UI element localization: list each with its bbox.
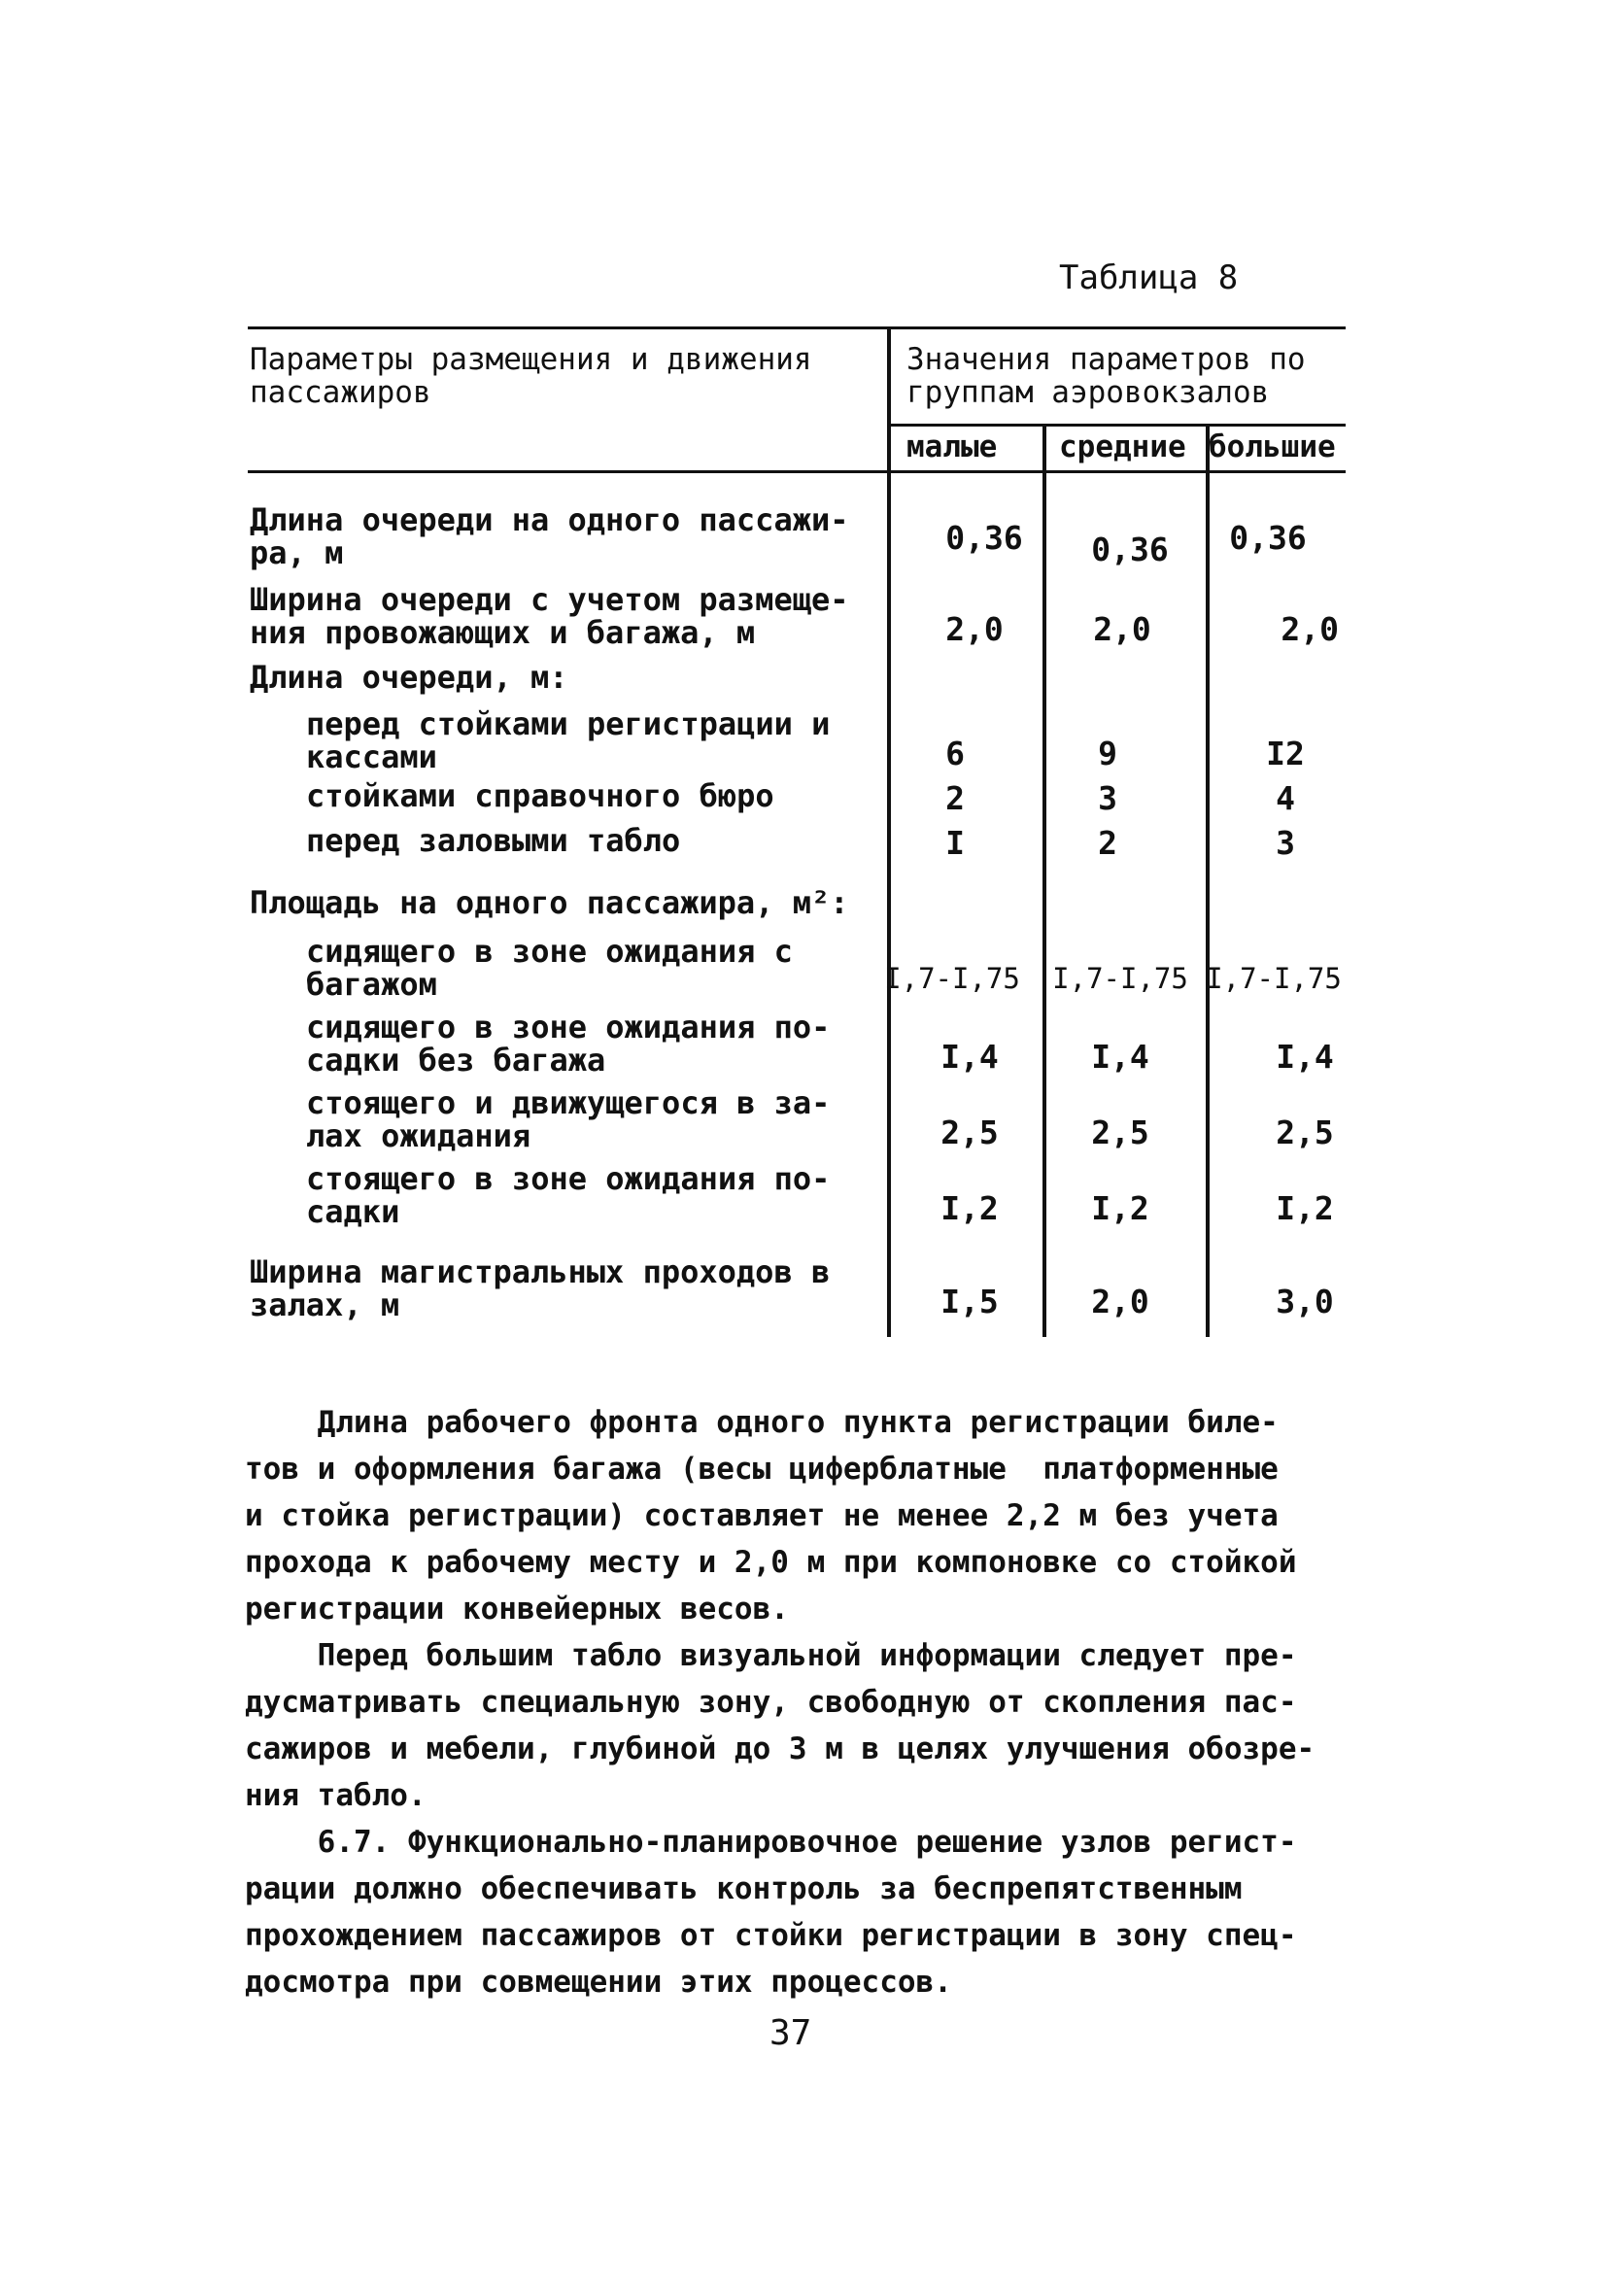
- cell-large: 0,36: [1229, 519, 1307, 557]
- cell-large: I,2: [1276, 1189, 1334, 1227]
- cell-small: 0,36: [945, 519, 1023, 557]
- header-values: Значения параметров по группам аэровокзалов: [906, 342, 1306, 410]
- cell-small: I,5: [940, 1283, 999, 1320]
- column-header-small: малые: [906, 429, 998, 464]
- cell-small: I,4: [940, 1038, 999, 1076]
- page-number: 37: [769, 2013, 812, 2053]
- cell-small: I,2: [940, 1189, 999, 1227]
- cell-small: 2,5: [940, 1114, 999, 1151]
- cell-large: 2,5: [1276, 1114, 1334, 1151]
- table-top-rule: [248, 326, 1346, 329]
- cell-medium: 0,36: [1091, 531, 1169, 568]
- column-divider-2: [1042, 426, 1046, 1337]
- row-label: перед заловыми табло: [306, 822, 681, 859]
- cell-large: 4: [1276, 779, 1295, 817]
- table-caption: Таблица 8: [1059, 258, 1239, 297]
- cell-medium: 2,5: [1091, 1114, 1149, 1151]
- cell-medium: I,7-I,75: [1052, 962, 1188, 995]
- cell-medium: 2,0: [1091, 1283, 1149, 1320]
- cell-small: 6: [945, 735, 965, 772]
- cell-large: 2,0: [1281, 610, 1339, 648]
- row-label: Длина очереди на одного пассажи- ра, м: [250, 501, 849, 571]
- cell-large: 3: [1276, 824, 1295, 862]
- cell-large: I,4: [1276, 1038, 1334, 1076]
- row-label: Ширина очереди с учетом размеще- ния провожающих и багажа, м: [250, 581, 849, 651]
- cell-large: I,7-I,75: [1206, 962, 1342, 995]
- row-label: сидящего в зоне ожидания по- садки без багажа: [306, 1009, 831, 1079]
- column-header-large: большие: [1209, 429, 1336, 464]
- row-label: Ширина магистральных проходов в залах, м: [250, 1253, 831, 1323]
- cell-medium: 9: [1098, 735, 1117, 772]
- row-label: стоящего в зоне ожидания по- садки: [306, 1160, 831, 1230]
- cell-small: 2: [945, 779, 965, 817]
- cell-medium: 2,0: [1093, 610, 1151, 648]
- column-header-medium: средние: [1059, 429, 1186, 464]
- cell-medium: 2: [1098, 824, 1117, 862]
- paragraph-registration-front: Длина рабочего фронта одного пункта регистрации биле- тов и оформления багажа (весы циферблатные платформенные и стойка регистрации) составляет не менее 2,2 м без учета прохода к рабочему месту и 2,0 м при компоновке со стойкой регистрации конвейерных весов.: [245, 1405, 1297, 1627]
- cell-medium: I,2: [1091, 1189, 1149, 1227]
- row-group-label: Площадь на одного пассажира, м²:: [250, 884, 849, 921]
- row-label: стойками справочного бюро: [306, 777, 774, 814]
- cell-small: 2,0: [945, 610, 1004, 648]
- row-label: сидящего в зоне ожидания с багажом: [306, 933, 793, 1003]
- cell-medium: I,4: [1091, 1038, 1149, 1076]
- paragraph-info-board-zone: Перед большим табло визуальной информации следует пре- дусматривать специальную зону, свободную от скопления пас- сажиров и мебели, глубиной до 3 м в целях улучшения обозре- ния табло.: [245, 1638, 1316, 1813]
- subheader-rule: [889, 424, 1346, 427]
- row-group-label: Длина очереди, м:: [250, 659, 568, 696]
- cell-large: 3,0: [1276, 1283, 1334, 1320]
- cell-small: I: [945, 824, 965, 862]
- cell-small: I,7-I,75: [884, 962, 1020, 995]
- cell-large: I2: [1266, 735, 1305, 772]
- column-divider-3: [1206, 426, 1210, 1337]
- header-parameters: Параметры размещения и движения пассажиров: [250, 342, 812, 410]
- row-label: перед стойками регистрации и кассами: [306, 705, 831, 775]
- paragraph-section-6-7: 6.7. Функционально-планировочное решение узлов регист- рации должно обеспечивать контроль за беспрепятственным прохождением пассажиров от стойки регистрации в зону спец- досмотра при совмещении этих процессов.: [245, 1825, 1297, 2000]
- header-bottom-rule: [248, 470, 1346, 473]
- cell-medium: 3: [1098, 779, 1117, 817]
- row-label: стоящего и движущегося в за- лах ожидания: [306, 1084, 831, 1154]
